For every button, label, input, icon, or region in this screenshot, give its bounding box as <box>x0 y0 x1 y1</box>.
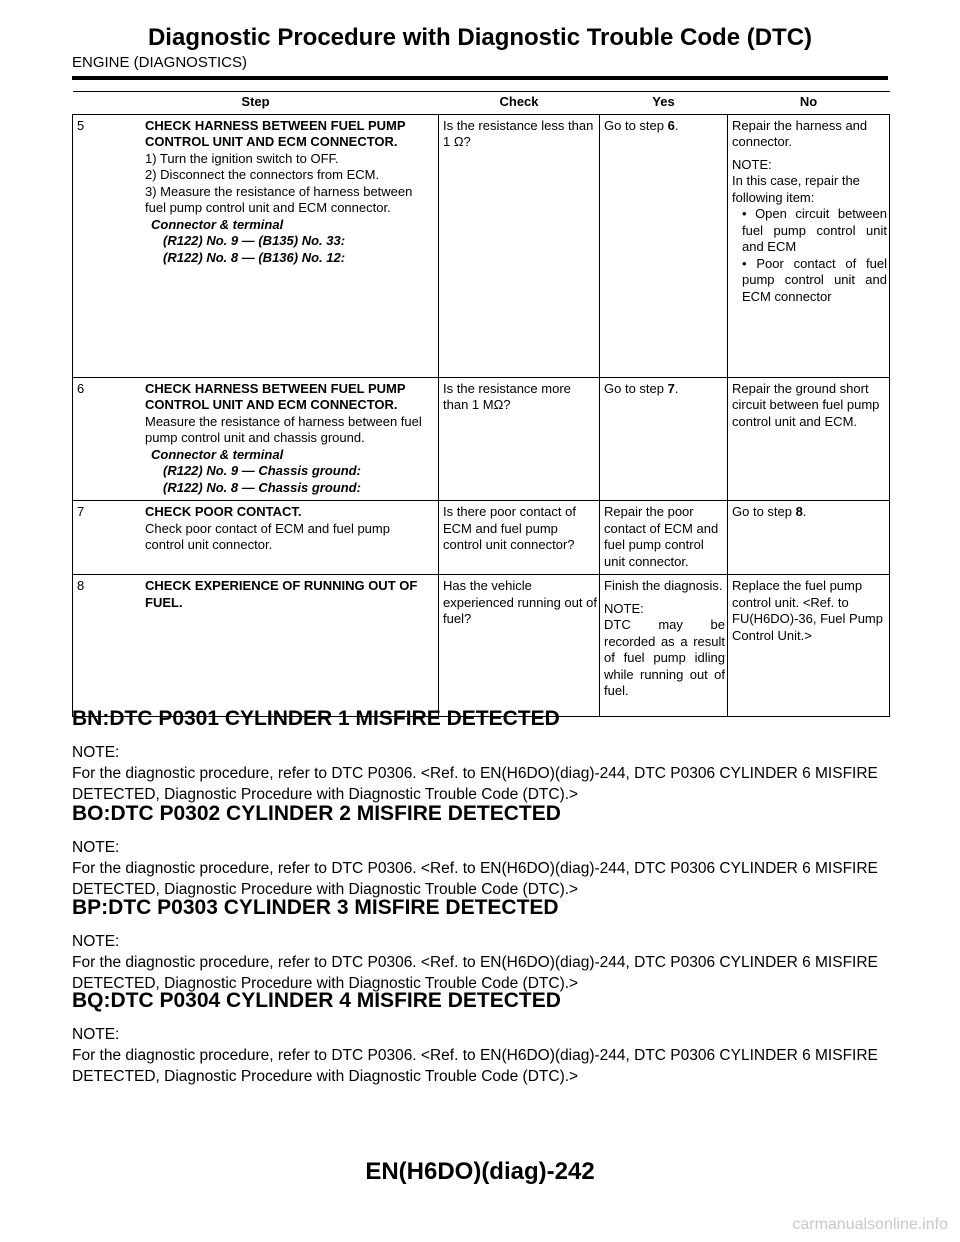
note-text: For the diagnostic procedure, refer to DTC P0306. <Ref. to EN(H6DO)(diag)-244, DTC P0306 CYLINDER 6 MISFIRE DETECTED, Diagnostic Procedure with Diagnostic Trouble Code (DTC).> <box>72 765 878 803</box>
diagnostic-table <box>72 91 890 717</box>
step-line: 3) Measure the resistance of harness between fuel pump control unit and ECM connector. <box>145 183 413 215</box>
table-row <box>73 501 890 575</box>
no-cell <box>728 114 890 377</box>
step-ref: 7 <box>667 380 675 396</box>
column-header-no: No <box>728 92 890 115</box>
connector-label: Connector & terminal <box>151 216 284 232</box>
step-cell <box>73 501 439 575</box>
note-label: NOTE: <box>72 933 120 950</box>
bullet-item: • Poor contact of fuel pump control unit and ECM connector <box>742 255 887 304</box>
step-number: 5 <box>77 117 85 133</box>
yes-cell <box>600 575 728 717</box>
note-label: NOTE: <box>72 744 120 761</box>
section-heading: BP:DTC P0303 CYLINDER 3 MISFIRE DETECTED <box>72 896 559 919</box>
dtc-section <box>72 707 888 805</box>
step-number: 7 <box>77 504 85 519</box>
connector-terminal: (R122) No. 9 — Chassis ground: <box>163 463 361 478</box>
step-title: CHECK EXPERIENCE OF RUNNING OUT OF FUEL. <box>145 578 418 610</box>
yes-cell <box>600 377 728 501</box>
step-title: CHECK HARNESS BETWEEN FUEL PUMP CONTROL UNIT AND ECM CONNECTOR. <box>145 117 406 149</box>
no-text: Go to step <box>732 504 796 519</box>
check-cell: Is the resistance less than 1 Ω? <box>439 114 600 377</box>
dtc-section <box>72 802 888 900</box>
section-heading: BN:DTC P0301 CYLINDER 1 MISFIRE DETECTED <box>72 707 560 730</box>
step-title: CHECK HARNESS BETWEEN FUEL PUMP CONTROL UNIT AND ECM CONNECTOR. <box>145 380 406 412</box>
dtc-section <box>72 989 888 1087</box>
table-row <box>73 114 890 377</box>
connector-terminal: (R122) No. 8 — (B136) No. 12: <box>163 249 346 265</box>
step-line: 1) Turn the ignition switch to OFF. <box>145 150 339 166</box>
section-subtitle: ENGINE (DIAGNOSTICS) <box>72 54 248 71</box>
column-header-yes: Yes <box>600 92 728 115</box>
yes-cell <box>600 114 728 377</box>
yes-cell: Repair the poor contact of ECM and fuel pump control unit connector. <box>600 501 728 575</box>
yes-end: . <box>674 380 679 396</box>
step-number: 8 <box>77 578 85 593</box>
table-row <box>73 377 890 501</box>
note-text: For the diagnostic procedure, refer to DTC P0306. <Ref. to EN(H6DO)(diag)-244, DTC P0306 CYLINDER 6 MISFIRE DETECTED, Diagnostic Procedure with Diagnostic Trouble Code (DTC).> <box>72 1047 878 1085</box>
page-number: EN(H6DO)(diag)-242 <box>365 1158 595 1185</box>
yes-text: Go to step <box>604 117 668 133</box>
note-text: In this case, repair the following item: <box>732 173 860 205</box>
table-row <box>73 575 890 717</box>
no-cell: Repair the ground short circuit between fuel pump control unit and ECM. <box>728 377 890 501</box>
step-line: Measure the resistance of harness between fuel pump control unit and chassis ground. <box>145 413 422 445</box>
connector-terminal: (R122) No. 8 — Chassis ground: <box>163 479 361 495</box>
check-cell: Is the resistance more than 1 MΩ? <box>439 377 600 501</box>
step-ref: 6 <box>667 117 675 133</box>
step-cell <box>73 575 439 717</box>
check-cell: Is there poor contact of ECM and fuel pump control unit connector? <box>439 501 600 575</box>
section-heading: BQ:DTC P0304 CYLINDER 4 MISFIRE DETECTED <box>72 989 561 1012</box>
column-header-step: Step <box>73 92 439 115</box>
note-label: NOTE: <box>72 839 120 856</box>
dtc-section <box>72 896 888 994</box>
check-cell: Has the vehicle experienced running out of fuel? <box>439 575 600 717</box>
step-line: 2) Disconnect the connectors from ECM. <box>145 167 380 182</box>
no-cell <box>728 501 890 575</box>
connector-terminal: (R122) No. 9 — (B135) No. 33: <box>163 233 346 248</box>
watermark: carmanualsonline.info <box>792 1216 948 1233</box>
section-heading: BO:DTC P0302 CYLINDER 2 MISFIRE DETECTED <box>72 802 561 825</box>
yes-text: Go to step <box>604 380 668 396</box>
yes-text: Finish the diagnosis. <box>604 578 723 593</box>
step-ref: 8 <box>795 504 803 519</box>
column-header-check: Check <box>439 92 600 115</box>
no-text: Repair the harness and connector. <box>732 117 868 149</box>
no-end: . <box>802 504 807 519</box>
no-cell: Replace the fuel pump control unit. <Ref. to FU(H6DO)-36, Fuel Pump Control Unit.> <box>728 575 890 717</box>
yes-end: . <box>674 117 679 133</box>
note-label: NOTE: <box>732 156 772 172</box>
note-text: For the diagnostic procedure, refer to DTC P0306. <Ref. to EN(H6DO)(diag)-244, DTC P0306 CYLINDER 6 MISFIRE DETECTED, Diagnostic Procedure with Diagnostic Trouble Code (DTC).> <box>72 954 878 992</box>
table-header-row <box>73 92 890 115</box>
step-title: CHECK POOR CONTACT. <box>145 504 302 519</box>
bullet-item: • Open circuit between fuel pump control unit and ECM <box>742 206 887 254</box>
note-text: DTC may be recorded as a result of fuel pump idling while running out of fuel. <box>604 617 725 698</box>
step-number: 6 <box>77 380 85 396</box>
page-title: Diagnostic Procedure with Diagnostic Trouble Code (DTC) <box>147 24 813 51</box>
step-line: Check poor contact of ECM and fuel pump control unit connector. <box>145 520 390 552</box>
note-text: For the diagnostic procedure, refer to DTC P0306. <Ref. to EN(H6DO)(diag)-244, DTC P0306 CYLINDER 6 MISFIRE DETECTED, Diagnostic Procedure with Diagnostic Trouble Code (DTC).> <box>72 860 878 898</box>
note-label: NOTE: <box>72 1026 120 1043</box>
step-cell <box>73 377 439 501</box>
step-cell <box>73 114 439 377</box>
header-divider <box>72 76 888 80</box>
connector-label: Connector & terminal <box>151 446 284 462</box>
note-label: NOTE: <box>604 600 644 616</box>
